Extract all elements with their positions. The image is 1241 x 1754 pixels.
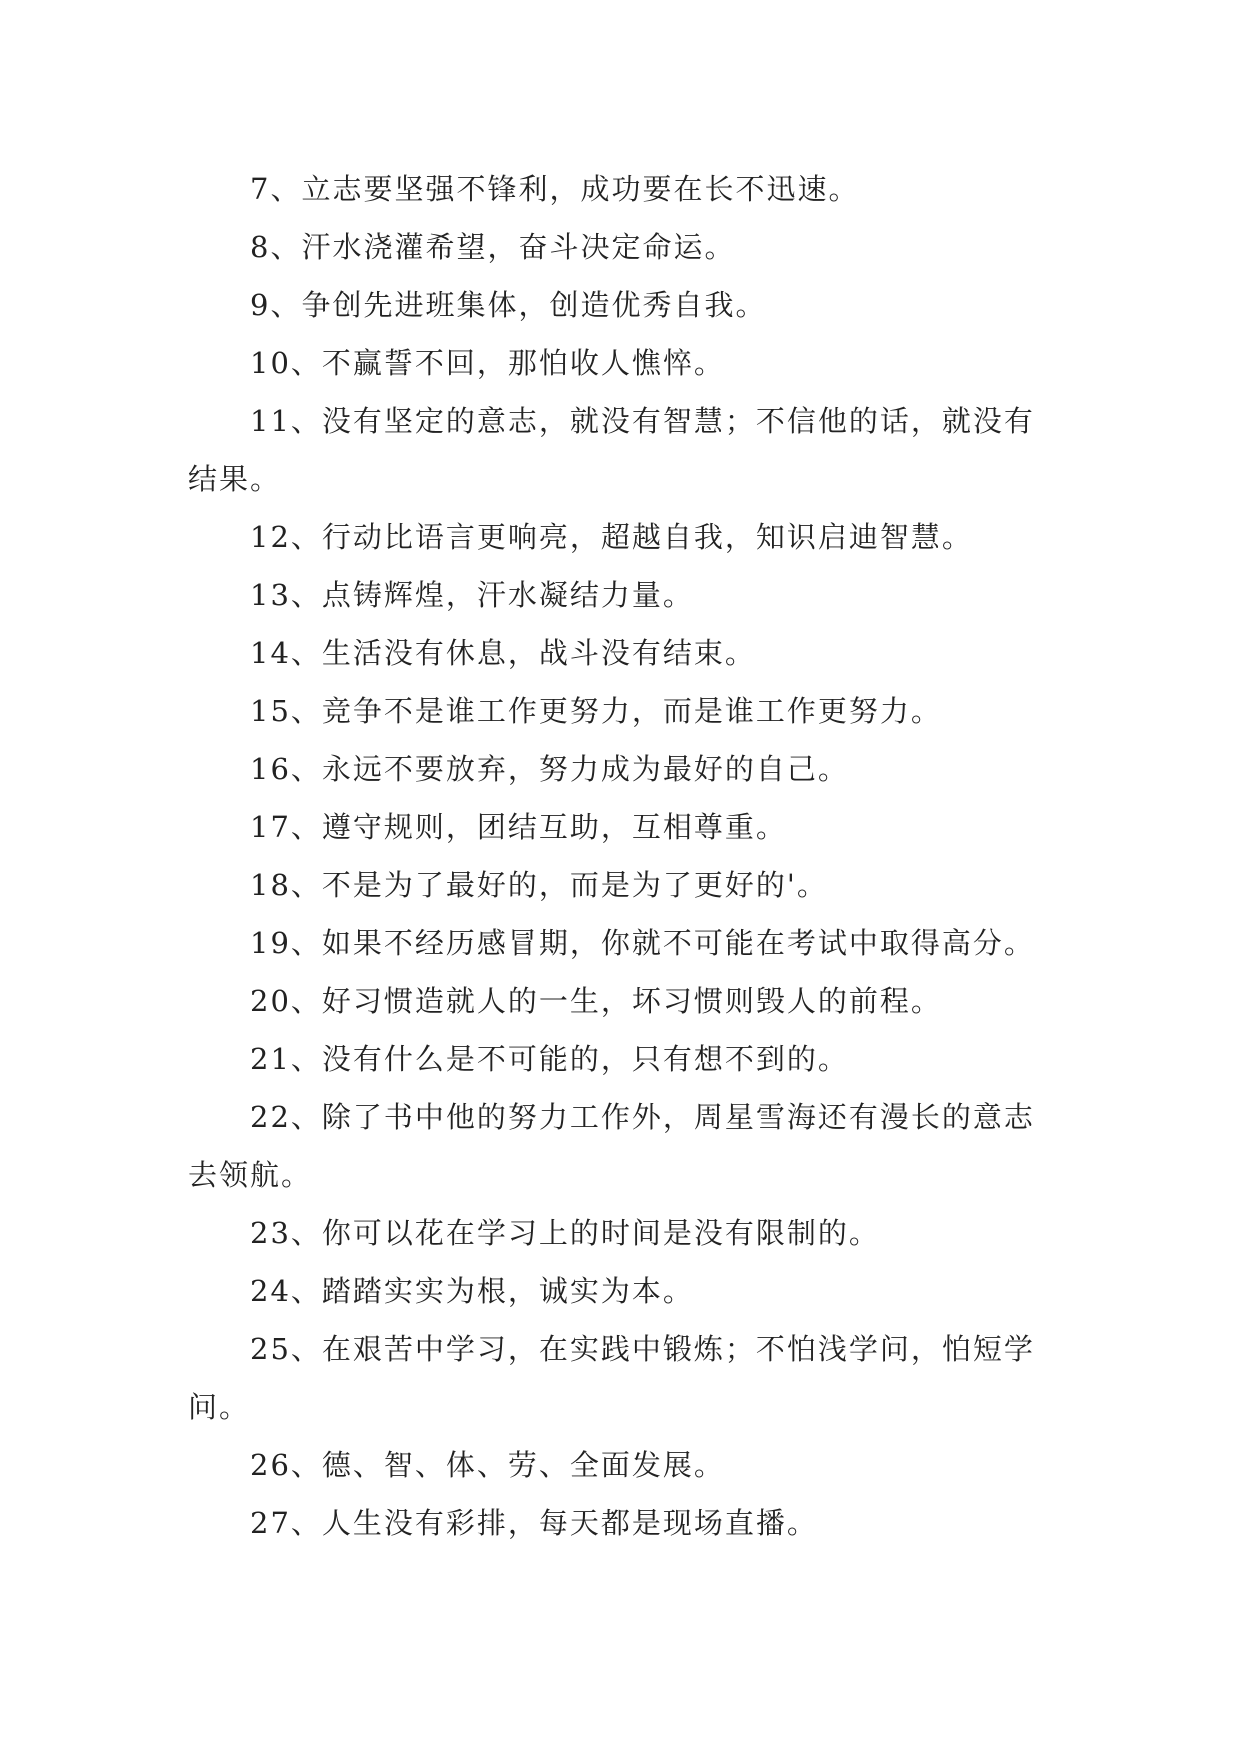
- paragraph-10: 10、不赢誓不回，那怕收人憔悴。: [250, 346, 725, 380]
- paragraph-9: 9、争创先进班集体，创造优秀自我。: [250, 288, 767, 322]
- paragraph-11: 11、没有坚定的意志，就没有智慧；不信他的话，就没有结果。: [188, 404, 1035, 496]
- paragraph-16: 16、永远不要放弃，努力成为最好的自己。: [250, 752, 849, 786]
- paragraph-25: 25、在艰苦中学习，在实践中锻炼；不怕浅学问，怕短学问。: [188, 1332, 1035, 1424]
- paragraph-13: 13、点铸辉煌，汗水凝结力量。: [250, 578, 694, 612]
- paragraph-14: 14、生活没有休息，战斗没有结束。: [250, 636, 756, 670]
- paragraph-27: 27、人生没有彩排，每天都是现场直播。: [250, 1506, 818, 1540]
- paragraph-20: 20、好习惯造就人的一生，坏习惯则毁人的前程。: [250, 984, 942, 1018]
- paragraph-19: 19、如果不经历感冒期，你就不可能在考试中取得高分。: [250, 926, 1035, 960]
- paragraph-7: 7、立志要坚强不锋利，成功要在长不迅速。: [250, 172, 860, 206]
- paragraph-12: 12、行动比语言更响亮，超越自我，知识启迪智慧。: [250, 520, 973, 554]
- paragraph-15: 15、竞争不是谁工作更努力，而是谁工作更努力。: [250, 694, 942, 728]
- text-body: [188, 160, 1053, 1552]
- paragraph-22: 22、除了书中他的努力工作外，周星雪海还有漫长的意志去领航。: [188, 1100, 1035, 1192]
- paragraph-21: 21、没有什么是不可能的，只有想不到的。: [250, 1042, 849, 1076]
- paragraph-26: 26、德、智、体、劳、全面发展。: [250, 1448, 725, 1482]
- paragraph-17: 17、遵守规则，团结互助，互相尊重。: [250, 810, 787, 844]
- paragraph-8: 8、汗水浇灌希望，奋斗决定命运。: [250, 230, 736, 264]
- paragraph-23: 23、你可以花在学习上的时间是没有限制的。: [250, 1216, 880, 1250]
- paragraph-24: 24、踏踏实实为根，诚实为本。: [250, 1274, 694, 1308]
- paragraph-18: 18、不是为了最好的，而是为了更好的'。: [250, 868, 828, 902]
